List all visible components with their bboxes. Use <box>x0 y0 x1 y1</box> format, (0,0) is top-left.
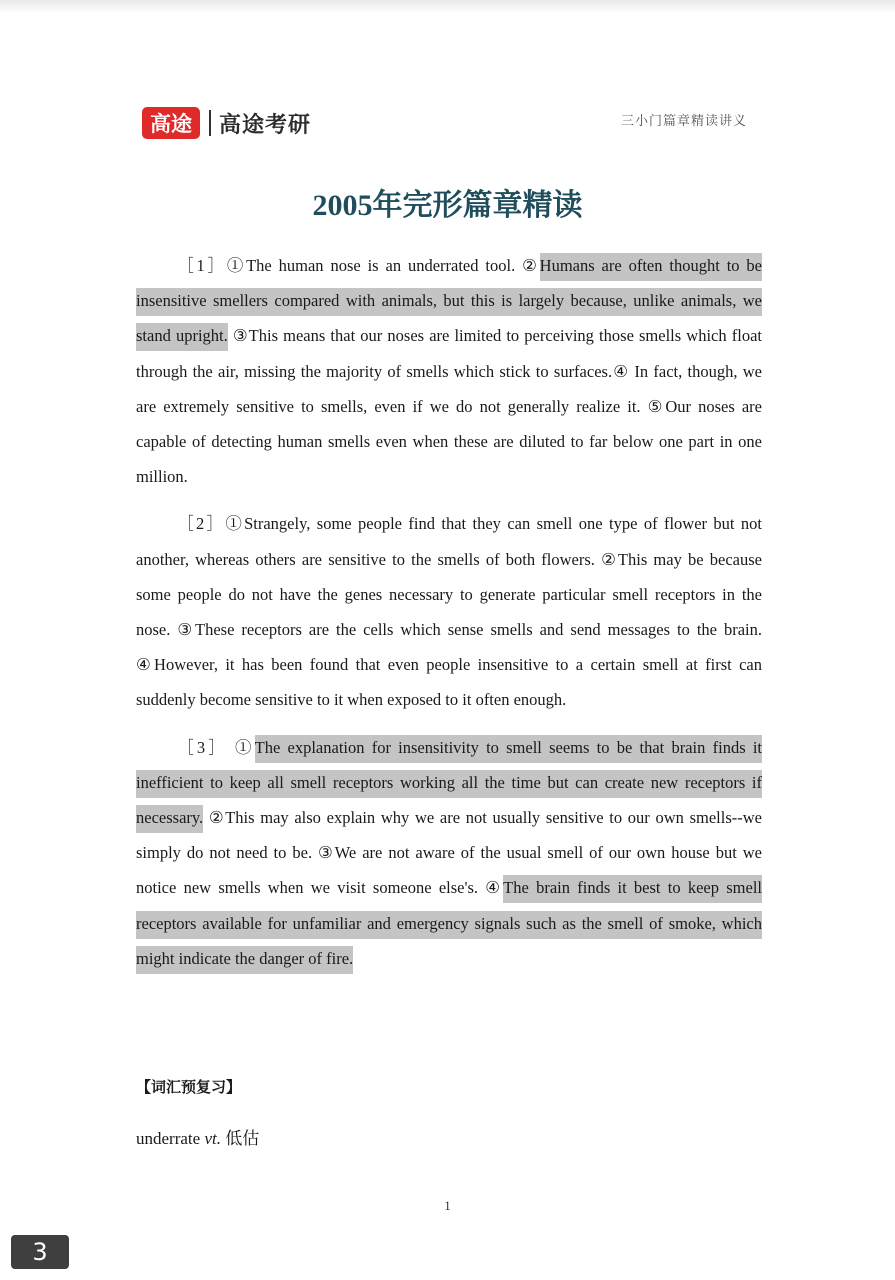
sentence-text: ①The human nose is an underrated tool. ② <box>226 256 540 275</box>
vocab-pos: vt. <box>204 1129 221 1148</box>
brand-logo <box>142 106 311 140</box>
logo-badge: 高途 <box>142 107 200 139</box>
highlighted-sentence: Humans are often thought to be insensitive smellers compared with animals, but this is largely because, unlike animals, we stand upright. <box>136 253 762 351</box>
highlighted-sentence: The brain finds it best to keep smell receptors available for unfamiliar and emergency signals such as the smell of smoke, which might indicate the danger of fire. <box>136 875 762 973</box>
sentence-text: ②This may also explain why we are not usually sensitive to our own smells--we simply do not need to be. ③We are not aware of the usual smell of our own house but we notice new smells when we visit someone else's. ④ <box>136 808 762 898</box>
vocab-heading: 【词汇预复习】 <box>136 1078 242 1096</box>
paragraph-2 <box>136 506 762 717</box>
logo-text: 高途考研 <box>219 112 312 138</box>
vocab-entry <box>136 1124 259 1149</box>
vocab-meaning: 低估 <box>225 1129 260 1148</box>
page-title: 2005年完形篇章精读 <box>312 189 583 222</box>
paragraph-3 <box>136 730 762 976</box>
paragraph-1 <box>136 248 762 494</box>
sentence-text: ①Strangely, some people find that they can smell one type of flower but not another, whereas others are sensitive to the smells of both flowers. ②This may be because some people do not have the genes necessary to generate particular smell receptors in the nose. ③These receptors are the cells which sense smells and send messages to the brain. ④However, it has been found that even people insensitive to a certain smell at first can suddenly become sensitive to it when exposed to it often enough. <box>136 514 762 710</box>
sentence-text: ③This means that our noses are limited to perceiving those smells which float through the air, missing the majority of smells which stick to surfaces.④ In fact, though, we are extremely sensitive to smells, even if we do not generally realize it. ⑤Our noses are capable of detecting human smells even when these are diluted to far below one part in one million. <box>136 326 762 487</box>
page-number: 1 <box>444 1198 451 1213</box>
sentence-text: ① <box>227 737 255 757</box>
vocab-word: underrate <box>136 1129 201 1148</box>
paragraph-label: ［2］ <box>177 514 226 534</box>
header-subtitle: 三小门篇章精读讲义 <box>620 113 747 128</box>
paragraph-label: ［3］ <box>177 737 228 757</box>
paragraph-label: ［1］ <box>177 256 227 275</box>
logo-divider <box>209 110 211 136</box>
article-body <box>136 248 762 988</box>
highlighted-sentence: The explanation for insensitivity to smell seems to be that brain finds it inefficient to keep all smell receptors working all the time but can create new receptors if necessary. <box>136 735 762 833</box>
page-index-badge[interactable]: 3 <box>11 1235 69 1269</box>
top-edge-shadow <box>0 0 895 14</box>
